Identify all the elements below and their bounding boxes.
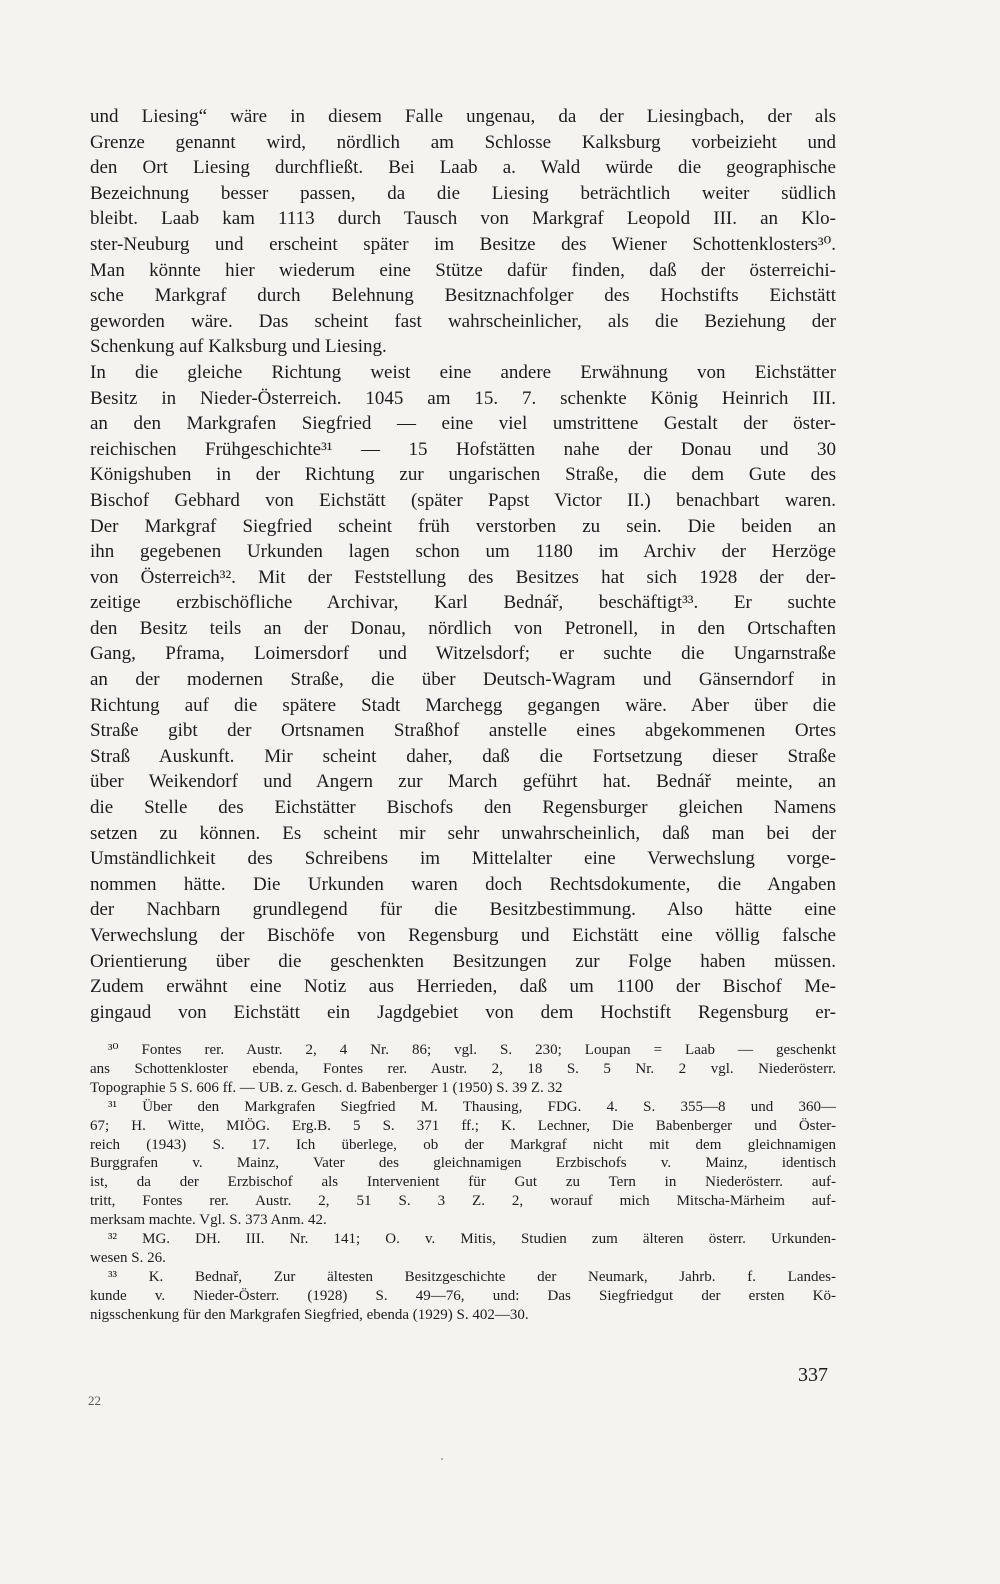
body-line: Man könnte hier wiederum eine Stütze dafür finden, daß der österreichi-	[90, 259, 836, 281]
body-line: Bezeichnung besser passen, da die Liesing beträchtlich weiter südlich	[90, 182, 836, 204]
body-line: Gang, Pframa, Loimersdorf und Witzelsdorf; er suchte die Ungarnstraße	[90, 643, 836, 665]
footnote-line: reich (1943) S. 17. Ich überlege, ob der Markgraf nicht mit dem gleichnamigen	[90, 1136, 836, 1153]
body-line: gingaud von Eichstätt ein Jagdgebiet von dem Hochstift Regensburg er-	[90, 1001, 836, 1023]
footnote	[90, 1098, 836, 1230]
body-line: die Stelle des Eichstätter Bischofs den Regensburger gleichen Namens	[90, 797, 836, 819]
signature-mark: 22	[88, 1393, 101, 1408]
body-line: Besitz in Nieder-Österreich. 1045 am 15. 7. schenkte König Heinrich III.	[90, 387, 836, 409]
footnote-line: Topographie 5 S. 606 ff. — UB. z. Gesch. d. Babenberger 1 (1950) S. 39 Z. 32	[90, 1079, 563, 1096]
body-line: an der modernen Straße, die über Deutsch-Wagram und Gänserndorf in	[90, 669, 836, 691]
body-line: Straße gibt der Ortsnamen Straßhof anstelle eines abgekommenen Ortes	[90, 720, 836, 742]
body-line: sche Markgraf durch Belehnung Besitznachfolger des Hochstifts Eichstätt	[90, 285, 836, 307]
footnote	[90, 1230, 836, 1268]
footnote-line: 67; H. Witte, MIÖG. Erg.B. 5 S. 371 ff.; K. Lechner, Die Babenberger und Öster-	[90, 1117, 836, 1134]
footnote-line: ³³ K. Bednař, Zur ältesten Besitzgeschichte der Neumark, Jahrb. f. Landes-	[108, 1268, 836, 1285]
body-line: Orientierung über die geschenkten Besitzungen zur Folge haben müssen.	[90, 950, 836, 972]
footnote-line: ³² MG. DH. III. Nr. 141; O. v. Mitis, Studien zum älteren österr. Urkunden-	[108, 1231, 836, 1248]
paper-speck	[441, 1458, 443, 1460]
body-line: den Besitz teils an der Donau, nördlich von Petronell, in den Ortschaften	[90, 617, 836, 639]
footnote-line: merksam machte. Vgl. S. 373 Anm. 42.	[90, 1212, 327, 1229]
body-line: den Ort Liesing durchfließt. Bei Laab a. Wald würde die geographische	[90, 157, 836, 179]
body-line: über Weikendorf und Angern zur March geführt hat. Bednář meinte, an	[90, 771, 836, 793]
footnote	[90, 1268, 836, 1325]
footnote-line: ist, da der Erzbischof als Intervenient für Gut zu Tern in Niederösterr. auf-	[90, 1174, 836, 1191]
body-line: Königshuben in der Richtung zur ungarischen Straße, die dem Gute des	[90, 464, 836, 486]
body-line: Grenze genannt wird, nördlich am Schlosse Kalksburg vorbeizieht und	[90, 131, 836, 153]
body-line: bleibt. Laab kam 1113 durch Tausch von Markgraf Leopold III. an Klo-	[90, 208, 836, 230]
body-line: ster-Neuburg und erscheint später im Besitze des Wiener Schottenklosters³⁰.	[90, 233, 836, 255]
body-line: und Liesing“ wäre in diesem Falle ungenau, da der Liesingbach, der als	[90, 106, 836, 127]
body-line: In die gleiche Richtung weist eine andere Erwähnung von Eichstätter	[90, 361, 836, 383]
footnote	[90, 1041, 836, 1098]
body-line: zeitige erzbischöfliche Archivar, Karl Bednář, beschäftigt³³. Er suchte	[90, 592, 836, 614]
body-line: der Nachbarn grundlegend für die Besitzbestimmung. Also hätte eine	[90, 899, 836, 921]
body-line: geworden wäre. Das scheint fast wahrscheinlicher, als die Beziehung der	[90, 310, 836, 332]
footnote-line: ³¹ Über den Markgrafen Siegfried M. Thausing, FDG. 4. S. 355—8 und 360—	[108, 1098, 836, 1115]
body-line: setzen zu können. Es scheint mir sehr unwahrscheinlich, daß man bei der	[90, 822, 836, 844]
body-line: Bischof Gebhard von Eichstätt (später Papst Victor II.) benachbart waren.	[90, 489, 836, 511]
body-line: Der Markgraf Siegfried scheint früh verstorben zu sein. Die beiden an	[90, 515, 836, 537]
body-line: Richtung auf die spätere Stadt Marchegg gegangen wäre. Aber über die	[90, 694, 836, 716]
body-text	[90, 104, 836, 1025]
body-line: Zudem erwähnt eine Notiz aus Herrieden, daß um 1100 der Bischof Me-	[90, 976, 836, 998]
footnotes	[90, 1041, 836, 1325]
body-line: Straß Auskunft. Mir scheint daher, daß die Fortsetzung dieser Straße	[90, 745, 836, 767]
footnote-line: kunde v. Nieder-Österr. (1928) S. 49—76, und: Das Siegfriedgut der ersten Kö-	[90, 1287, 836, 1304]
page-number: 337	[798, 1364, 828, 1386]
body-line: Umständlichkeit des Schreibens im Mittelalter eine Verwechslung vorge-	[90, 848, 836, 870]
footnote-line: Burggrafen v. Mainz, Vater des gleichnamigen Erzbischofs v. Mainz, identisch	[90, 1155, 836, 1172]
body-line: nommen hätte. Die Urkunden waren doch Rechtsdokumente, die Angaben	[90, 873, 836, 895]
body-line: Verwechslung der Bischöfe von Regensburg und Eichstätt eine völlig falsche	[90, 925, 836, 946]
body-line: von Österreich³². Mit der Feststellung des Besitzes hat sich 1928 der der-	[90, 566, 836, 588]
footnote-line: nigsschenkung für den Markgrafen Siegfried, ebenda (1929) S. 402—30.	[90, 1306, 529, 1323]
footnote-line: wesen S. 26.	[90, 1249, 166, 1266]
footnote-line: ³⁰ Fontes rer. Austr. 2, 4 Nr. 86; vgl. S. 230; Loupan = Laab — geschenkt	[108, 1042, 836, 1058]
body-line: ihn gegebenen Urkunden lagen schon um 1180 im Archiv der Herzöge	[90, 541, 836, 563]
footnote-line: ans Schottenkloster ebenda, Fontes rer. Austr. 2, 18 S. 5 Nr. 2 vgl. Niederösterr.	[90, 1060, 836, 1077]
body-line: Schenkung auf Kalksburg und Liesing.	[90, 336, 387, 358]
footnote-line: tritt, Fontes rer. Austr. 2, 51 S. 3 Z. 2, worauf mich Mitscha-Märheim auf-	[90, 1193, 836, 1210]
body-line: an den Markgrafen Siegfried — eine viel umstrittene Gestalt der öster-	[90, 413, 836, 435]
body-line: reichischen Frühgeschichte³¹ — 15 Hofstätten nahe der Donau und 30	[90, 438, 836, 460]
